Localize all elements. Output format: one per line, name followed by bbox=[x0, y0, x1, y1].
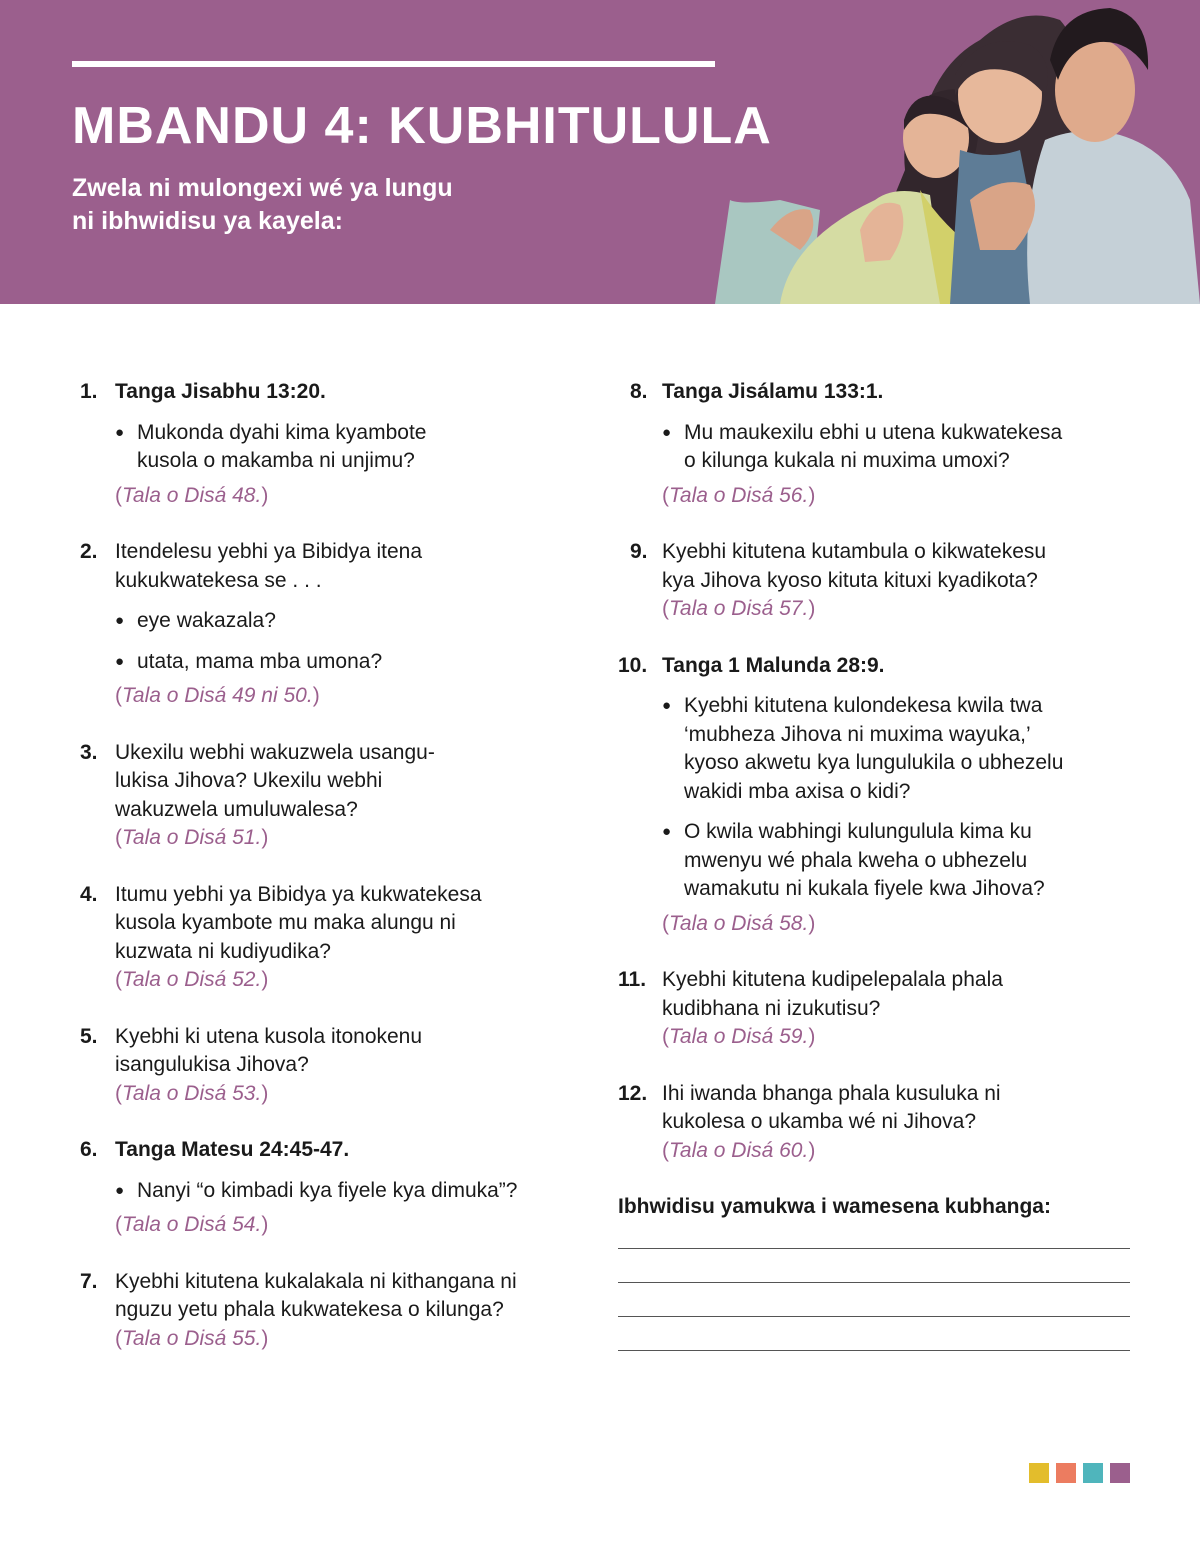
question-reference: (Tala o Disá 48.) bbox=[115, 483, 269, 507]
question-reference: (Tala o Disá 55.) bbox=[115, 1326, 269, 1350]
notes-line[interactable] bbox=[618, 1248, 1130, 1249]
question-number: 3. bbox=[80, 740, 98, 764]
question-number: 5. bbox=[80, 1024, 98, 1048]
question-4 bbox=[80, 881, 580, 995]
question-3 bbox=[80, 739, 580, 853]
question-reference: (Tala o Disá 54.) bbox=[115, 1213, 269, 1236]
question-number: 11. bbox=[618, 968, 647, 991]
question-11 bbox=[618, 966, 1138, 1052]
question-2 bbox=[80, 538, 580, 711]
questions-left-column bbox=[80, 378, 580, 1381]
question-number: 6. bbox=[80, 1138, 98, 1161]
question-text: Kyebhi ki utena kusola itonokenu isangulukisa Jihova? bbox=[115, 1024, 423, 1076]
question-reference: (Tala o Disá 60.) bbox=[662, 1138, 816, 1162]
question-bullet: ● O kwila wabhingi kulungulula kima ku mwenyu wé phala kweha o ubhezelu wamakutu ni kukala fiyele kwa Jihova? bbox=[662, 818, 1138, 904]
questions-right-column bbox=[618, 378, 1138, 1351]
question-bullet: ● eye wakazala? bbox=[115, 607, 580, 636]
swatch-purple bbox=[1110, 1463, 1130, 1483]
color-swatches bbox=[1029, 1463, 1130, 1483]
question-reference: (Tala o Disá 56.) bbox=[662, 483, 816, 507]
question-7 bbox=[80, 1268, 580, 1354]
question-text: Kyebhi kitutena kukalakala ni kithangana ni nguzu yetu phala kukwatekesa o kilunga? bbox=[115, 1269, 517, 1321]
question-number: 8. bbox=[630, 380, 648, 403]
notes-line[interactable] bbox=[618, 1282, 1130, 1283]
swatch-orange bbox=[1056, 1463, 1076, 1483]
page-subtitle: Zwela ni mulongexi wé ya lungu ni ibhwidisu ya kayela: bbox=[72, 174, 453, 235]
question-text: Tanga Jisabhu 13:20. bbox=[115, 380, 326, 403]
question-5 bbox=[80, 1023, 580, 1109]
question-reference: (Tala o Disá 49 ni 50.) bbox=[115, 684, 320, 707]
question-text: Ihi iwanda bhanga phala kusuluka ni kukolesa o ukamba wé ni Jihova? bbox=[662, 1081, 1001, 1133]
swatch-yellow bbox=[1029, 1463, 1049, 1483]
question-text: Tanga Matesu 24:45-47. bbox=[115, 1138, 350, 1161]
question-text: Tanga 1 Malunda 28:9. bbox=[662, 653, 885, 677]
swatch-teal bbox=[1083, 1463, 1103, 1483]
question-1 bbox=[80, 378, 580, 510]
page-title: MBANDU 4: KUBHITULULA bbox=[72, 97, 772, 155]
question-8 bbox=[618, 378, 1138, 510]
question-reference: (Tala o Disá 58.) bbox=[662, 911, 816, 935]
question-bullet: ● utata, mama mba umona? bbox=[115, 648, 580, 677]
question-6 bbox=[80, 1136, 580, 1240]
notes-label: Ibhwidisu yamukwa i wamesena kubhanga: bbox=[618, 1195, 1051, 1218]
question-reference: (Tala o Disá 51.) bbox=[115, 826, 269, 849]
question-text: Itumu yebhi ya Bibidya ya kukwatekesa kusola kyambote mu maka alungu ni kuzwata ni kudiyudika? bbox=[115, 882, 482, 963]
question-12 bbox=[618, 1080, 1138, 1166]
question-number: 7. bbox=[80, 1269, 98, 1293]
question-text: Kyebhi kitutena kudipelepalala phala kudibhana ni izukutisu? bbox=[662, 968, 1003, 1020]
question-9 bbox=[618, 538, 1138, 624]
question-number: 4. bbox=[80, 882, 98, 906]
question-bullet: ● Kyebhi kitutena kulondekesa kwila twa ‘mubheza Jihova ni muxima wayuka,’ kyoso akwetu kya lungulukila o ubhezelu wakidi mba axisa o kidi? bbox=[662, 692, 1138, 806]
question-bullet: ● Mukonda dyahi kima kyambote kusola o makamba ni unjimu? bbox=[115, 419, 580, 476]
question-number: 10. bbox=[618, 653, 648, 677]
header-banner bbox=[0, 0, 1200, 304]
question-text: Ukexilu webhi wakuzwela usangu- lukisa Jihova? Ukexilu webhi wakuzwela umuluwalesa? bbox=[115, 740, 435, 821]
notes-line[interactable] bbox=[618, 1350, 1130, 1351]
question-reference: (Tala o Disá 53.) bbox=[115, 1081, 269, 1105]
question-text: Itendelesu yebhi ya Bibidya itena kukukwatekesa se . . . bbox=[115, 540, 423, 592]
question-number: 1. bbox=[80, 380, 98, 403]
question-text: Tanga Jisálamu 133:1. bbox=[662, 380, 884, 403]
question-text: Kyebhi kitutena kutambula o kikwatekesu kya Jihova kyoso kituta kituxi kyadikota? bbox=[662, 540, 1047, 592]
question-reference: (Tala o Disá 52.) bbox=[115, 968, 269, 991]
question-bullet: ● Mu maukexilu ebhi u utena kukwatekesa o kilunga kukala ni muxima umoxi? bbox=[662, 419, 1138, 476]
question-reference: (Tala o Disá 59.) bbox=[662, 1025, 816, 1048]
question-number: 2. bbox=[80, 540, 98, 563]
notes-line[interactable] bbox=[618, 1316, 1130, 1317]
question-reference: (Tala o Disá 57.) bbox=[662, 597, 816, 620]
question-number: 12. bbox=[618, 1081, 648, 1105]
header-rule bbox=[72, 61, 715, 67]
question-number: 9. bbox=[630, 540, 648, 563]
family-praying-illustration bbox=[700, 0, 1200, 304]
question-10 bbox=[618, 652, 1138, 939]
question-bullet: ● Nanyi “o kimbadi kya fiyele kya dimuka”? bbox=[115, 1177, 580, 1206]
